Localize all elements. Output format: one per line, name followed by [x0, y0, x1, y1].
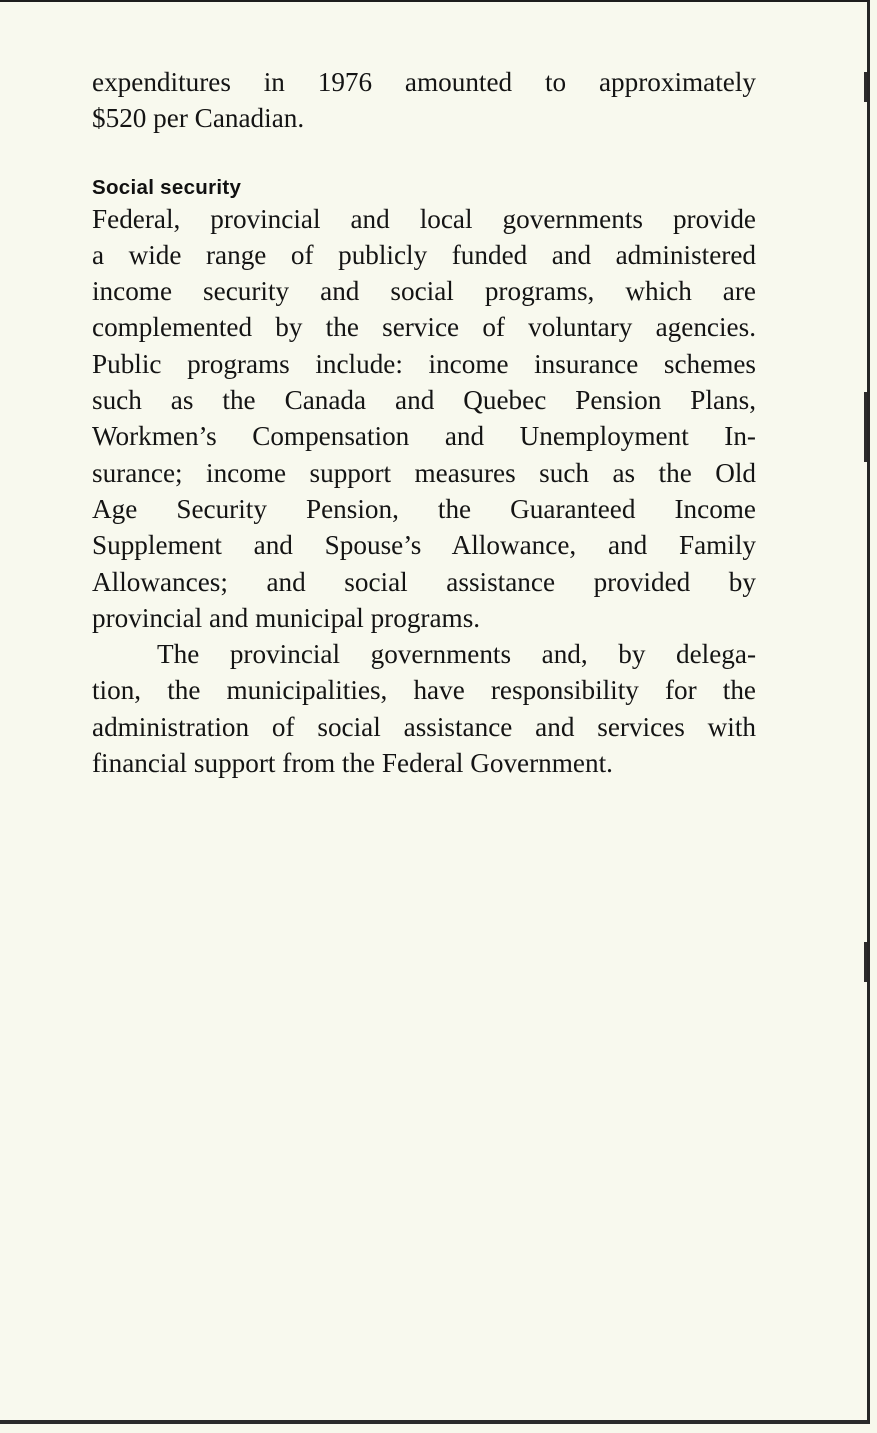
body-paragraph — [92, 636, 756, 781]
text-line: such as the Canada and Quebec Pension Plans, — [92, 385, 756, 416]
text-line: Allowances; and social assistance provided by — [92, 566, 756, 597]
text-line: expenditures in 1976 amounted to approximately — [92, 67, 756, 97]
body-paragraph — [92, 201, 756, 637]
text-line: financial support from the Federal Government. — [92, 748, 613, 779]
intro-paragraph — [92, 64, 756, 137]
text-line: Federal, provincial and local governments provide — [92, 203, 756, 234]
text-line: tion, the municipalities, have responsibility for the — [92, 675, 756, 706]
section-heading: Social security — [92, 175, 242, 199]
text-line: income security and social programs, which are — [92, 276, 756, 307]
text-line: Public programs include: income insurance schemes — [92, 348, 756, 379]
text-line: The provincial governments and, by delega- — [157, 639, 756, 670]
text-line: a wide range of publicly funded and administered — [92, 239, 756, 270]
text-line: $520 per Canadian. — [92, 103, 305, 134]
scan-edge-mark — [864, 72, 867, 102]
text-line: Supplement and Spouse’s Allowance, and Family — [92, 530, 756, 561]
text-line: provincial and municipal programs. — [92, 602, 481, 633]
text-line: administration of social assistance and services with — [92, 711, 756, 742]
scan-edge-mark — [864, 392, 867, 462]
text-line: Workmen’s Compensation and Unemployment In- — [92, 421, 756, 452]
scan-edge-mark — [864, 942, 867, 982]
text-line: Age Security Pension, the Guaranteed Income — [92, 493, 756, 524]
text-column — [92, 64, 756, 781]
text-line: surance; income support measures such as the Old — [92, 457, 756, 488]
text-line: complemented by the service of voluntary agencies. — [92, 312, 756, 343]
